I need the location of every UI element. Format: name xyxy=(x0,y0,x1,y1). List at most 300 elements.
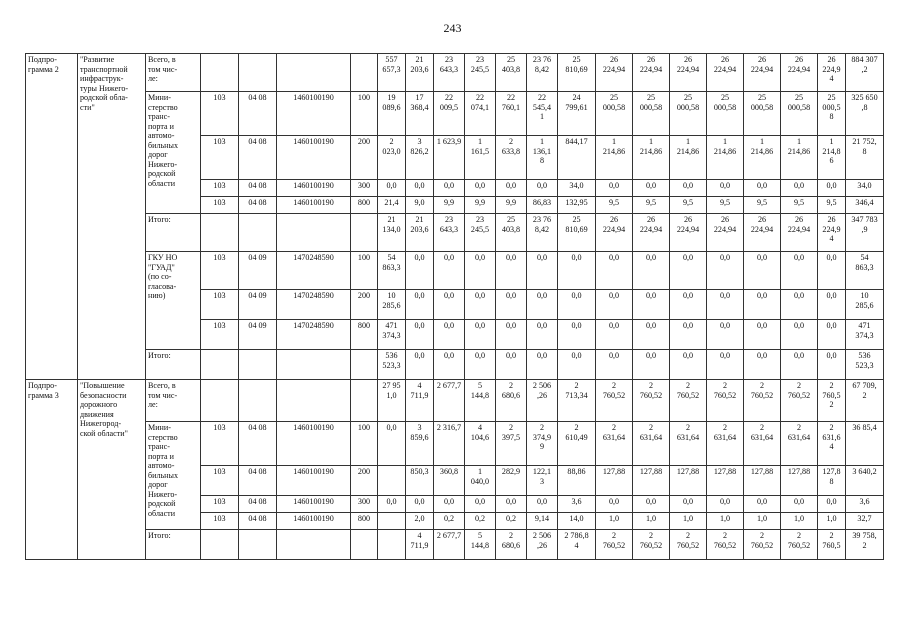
table-cell: 0,0 xyxy=(527,350,558,380)
table-cell: 0,0 xyxy=(633,320,670,350)
table-cell: 1460100190 xyxy=(277,92,351,136)
table-cell: 23 76 8,42 xyxy=(527,214,558,252)
table-cell: Подпро- грамма 3 xyxy=(26,380,78,560)
table-cell xyxy=(239,530,277,560)
table-cell: 557 657,3 xyxy=(378,54,406,92)
table-cell: 1 040,0 xyxy=(465,466,496,496)
table-cell: 25 000,5 8 xyxy=(818,92,846,136)
page-number: 243 xyxy=(443,21,462,35)
table-cell: 9,0 xyxy=(406,197,434,214)
table-cell: 884 307 ,2 xyxy=(846,54,884,92)
table-cell: 26 224,94 xyxy=(707,54,744,92)
table-cell: 0,0 xyxy=(781,496,818,513)
table-cell: 0,0 xyxy=(465,496,496,513)
table-cell xyxy=(277,350,351,380)
table-cell xyxy=(277,214,351,252)
table-cell: 347 783 ,9 xyxy=(846,214,884,252)
table-cell xyxy=(277,54,351,92)
table-cell: 1470248590 xyxy=(277,252,351,290)
table-cell: 26 224,9 4 xyxy=(818,54,846,92)
table-cell: 0,0 xyxy=(744,350,781,380)
table-cell: 26 224,94 xyxy=(670,54,707,92)
table-cell: Итого: xyxy=(146,530,201,560)
table-cell: 26 224,94 xyxy=(707,214,744,252)
table-cell: 0,0 xyxy=(818,180,846,197)
table-cell: 1470248590 xyxy=(277,290,351,320)
table-cell: 0,0 xyxy=(670,252,707,290)
table-cell: 9,9 xyxy=(496,197,527,214)
table-cell: 9,5 xyxy=(818,197,846,214)
table-cell: 04 08 xyxy=(239,422,277,466)
table-cell: 0,2 xyxy=(434,513,465,530)
table-cell: 471 374,3 xyxy=(846,320,884,350)
table-cell: 2 397,5 xyxy=(496,422,527,466)
table-cell: 0,0 xyxy=(406,350,434,380)
table-cell: 0,0 xyxy=(378,180,406,197)
table-cell: 04 08 xyxy=(239,92,277,136)
table-cell: 103 xyxy=(201,136,239,180)
table-cell: 23 76 8,42 xyxy=(527,54,558,92)
table-cell: 100 xyxy=(351,252,378,290)
table-cell: 9,5 xyxy=(670,197,707,214)
table-cell: 132,95 xyxy=(558,197,596,214)
table-cell: 103 xyxy=(201,513,239,530)
table-cell: 0,0 xyxy=(707,496,744,513)
table-cell: 0,0 xyxy=(707,252,744,290)
table-cell: 0,0 xyxy=(465,350,496,380)
table-cell: 26 224,94 xyxy=(744,54,781,92)
table-cell: 2 760,5 2 xyxy=(818,380,846,422)
table-cell: 1 214,86 xyxy=(633,136,670,180)
table-cell: 2,0 xyxy=(406,513,434,530)
table-cell: 2 786,8 4 xyxy=(558,530,596,560)
table-cell: 0,2 xyxy=(496,513,527,530)
table-cell: 2 023,0 xyxy=(378,136,406,180)
table-cell: 1,0 xyxy=(818,513,846,530)
table-cell: 200 xyxy=(351,466,378,496)
table-cell: 4 711,9 xyxy=(406,380,434,422)
table-cell: 2 760,52 xyxy=(707,380,744,422)
table-cell: Мини- стерство транс- порта и автомо- бильных дорог Нижего- родской области xyxy=(146,422,201,530)
table-cell: 1460100190 xyxy=(277,466,351,496)
table-cell: 25 810,69 xyxy=(558,54,596,92)
table-cell: 9,14 xyxy=(527,513,558,530)
table-cell: 0,0 xyxy=(818,350,846,380)
table-cell xyxy=(378,530,406,560)
table-cell: 0,0 xyxy=(670,180,707,197)
table-cell: 21,4 xyxy=(378,197,406,214)
table-cell xyxy=(351,214,378,252)
table-cell: Подпро- грамма 2 xyxy=(26,54,78,380)
table-cell: 9,5 xyxy=(596,197,633,214)
table-row xyxy=(26,380,884,422)
table-cell: 1,0 xyxy=(781,513,818,530)
table-cell: 800 xyxy=(351,320,378,350)
table-cell: 1,0 xyxy=(707,513,744,530)
table-cell: 04 09 xyxy=(239,252,277,290)
table-cell: 0,0 xyxy=(670,350,707,380)
table-cell: 3 826,2 xyxy=(406,136,434,180)
table-cell: 1460100190 xyxy=(277,496,351,513)
table-cell: 1 214,86 xyxy=(707,136,744,180)
table-cell: 1 161,5 xyxy=(465,136,496,180)
table-cell: "Повышение безопасности дорожного движения Нижегород- ской области" xyxy=(78,380,146,560)
table-row xyxy=(26,92,884,136)
table-cell: 3 640,2 xyxy=(846,466,884,496)
table-cell xyxy=(239,54,277,92)
table-cell: 26 224,94 xyxy=(633,214,670,252)
table-cell: 2 677,7 xyxy=(434,380,465,422)
table-cell: Итого: xyxy=(146,214,201,252)
table-cell xyxy=(201,380,239,422)
table-cell: 21 752, 8 xyxy=(846,136,884,180)
table-cell: 103 xyxy=(201,197,239,214)
table-cell: 25 000,58 xyxy=(670,92,707,136)
table-cell: 2 316,7 xyxy=(434,422,465,466)
table-cell: 536 523,3 xyxy=(378,350,406,380)
table-cell: 0,0 xyxy=(596,320,633,350)
table-row xyxy=(26,530,884,560)
table-cell: 25 000,58 xyxy=(633,92,670,136)
table-cell: 0,0 xyxy=(781,252,818,290)
table-cell: 4 711,9 xyxy=(406,530,434,560)
table-cell: 2 506 ,26 xyxy=(527,380,558,422)
table-cell: 0,0 xyxy=(496,252,527,290)
table-cell: 25 403,8 xyxy=(496,54,527,92)
table-cell: 32,7 xyxy=(846,513,884,530)
table-cell: 0,0 xyxy=(707,320,744,350)
table-cell: 1460100190 xyxy=(277,513,351,530)
table-cell: Итого: xyxy=(146,350,201,380)
table-row xyxy=(26,252,884,290)
table-cell: 24 799,61 xyxy=(558,92,596,136)
table-cell: 04 09 xyxy=(239,290,277,320)
table-cell: 5 144,8 xyxy=(465,380,496,422)
table-cell: 0,0 xyxy=(465,252,496,290)
table-cell: 26 224,94 xyxy=(670,214,707,252)
table-cell: 2 760,52 xyxy=(633,530,670,560)
table-cell: Всего, в том чис- ле: xyxy=(146,380,201,422)
table-cell: 04 09 xyxy=(239,320,277,350)
table-cell: 54 863,3 xyxy=(378,252,406,290)
table-cell: 0,0 xyxy=(406,320,434,350)
table-cell: 34,0 xyxy=(846,180,884,197)
table-cell: 1460100190 xyxy=(277,197,351,214)
table-cell: 26 224,94 xyxy=(781,54,818,92)
table-cell: 2 633,8 xyxy=(496,136,527,180)
table-cell xyxy=(277,380,351,422)
table-cell: "Развитие транспортной инфраструк- туры Нижего- родской обла- сти" xyxy=(78,54,146,380)
table-cell: 0,0 xyxy=(406,290,434,320)
table-cell: 26 224,94 xyxy=(596,214,633,252)
table-cell: 9,5 xyxy=(781,197,818,214)
table-cell: 800 xyxy=(351,513,378,530)
table-cell: 103 xyxy=(201,422,239,466)
table-cell: 850,3 xyxy=(406,466,434,496)
table-cell: 10 285,6 xyxy=(378,290,406,320)
table-cell: 0,0 xyxy=(378,496,406,513)
table-cell: 88,86 xyxy=(558,466,596,496)
table-cell xyxy=(239,350,277,380)
table-cell xyxy=(351,54,378,92)
table-row xyxy=(26,214,884,252)
table-cell: 9,5 xyxy=(633,197,670,214)
table-cell: 1460100190 xyxy=(277,136,351,180)
table-cell: 844,17 xyxy=(558,136,596,180)
table-cell: 0,0 xyxy=(496,180,527,197)
table-cell xyxy=(239,380,277,422)
table-cell: 0,0 xyxy=(527,290,558,320)
table-cell: 103 xyxy=(201,252,239,290)
table-cell: 0,0 xyxy=(596,290,633,320)
table-cell: 0,0 xyxy=(558,252,596,290)
table-cell: 0,0 xyxy=(378,422,406,466)
table-cell: 536 523,3 xyxy=(846,350,884,380)
table-cell: 0,0 xyxy=(707,180,744,197)
table-cell: 0,0 xyxy=(527,252,558,290)
table-cell: 0,0 xyxy=(781,320,818,350)
table-cell: 23 643,3 xyxy=(434,214,465,252)
table-cell: 360,8 xyxy=(434,466,465,496)
table-cell: 9,9 xyxy=(465,197,496,214)
table-cell: 2 760,52 xyxy=(670,530,707,560)
table-cell xyxy=(201,350,239,380)
table-row xyxy=(26,350,884,380)
table-cell: 0,0 xyxy=(781,180,818,197)
table-cell: 0,0 xyxy=(434,320,465,350)
table-cell: 2 680,6 xyxy=(496,530,527,560)
table-cell: 0,0 xyxy=(558,290,596,320)
table-cell: 86,83 xyxy=(527,197,558,214)
table-cell: 27 95 1,0 xyxy=(378,380,406,422)
table-cell: 0,0 xyxy=(434,180,465,197)
table-cell: 0,0 xyxy=(781,350,818,380)
table-cell xyxy=(201,54,239,92)
table-cell: 0,0 xyxy=(670,496,707,513)
table-cell: 0,0 xyxy=(496,350,527,380)
table-cell: 0,0 xyxy=(633,252,670,290)
table-cell: 4 104,6 xyxy=(465,422,496,466)
budget-table xyxy=(25,53,884,560)
table-cell: 1,0 xyxy=(670,513,707,530)
table-cell: 25 000,58 xyxy=(596,92,633,136)
table-cell: 127,88 xyxy=(781,466,818,496)
table-cell: 1470248590 xyxy=(277,320,351,350)
table-cell: 21 203,6 xyxy=(406,54,434,92)
table-cell: 0,0 xyxy=(406,180,434,197)
table-cell: 2 631,64 xyxy=(633,422,670,466)
table-cell: 23 643,3 xyxy=(434,54,465,92)
table-cell: 1 623,9 xyxy=(434,136,465,180)
table-cell: 282,9 xyxy=(496,466,527,496)
table-cell xyxy=(239,214,277,252)
table-cell xyxy=(351,530,378,560)
table-cell: 04 08 xyxy=(239,136,277,180)
table-cell: 2 506 ,26 xyxy=(527,530,558,560)
table-cell: 0,0 xyxy=(496,320,527,350)
table-cell: 0,0 xyxy=(670,320,707,350)
table-cell: 26 224,94 xyxy=(633,54,670,92)
table-cell: 0,0 xyxy=(818,320,846,350)
table-cell: 2 760,52 xyxy=(596,380,633,422)
table-cell: 0,0 xyxy=(496,496,527,513)
table-cell: 0,0 xyxy=(818,290,846,320)
table-cell: 200 xyxy=(351,290,378,320)
table-cell: 04 08 xyxy=(239,513,277,530)
table-cell xyxy=(378,466,406,496)
table-cell: 22 009,5 xyxy=(434,92,465,136)
table-cell: 0,0 xyxy=(670,290,707,320)
table-cell: 23 245,5 xyxy=(465,54,496,92)
table-body xyxy=(26,54,884,560)
table-cell xyxy=(201,530,239,560)
table-cell: 0,0 xyxy=(596,180,633,197)
table-cell: 127,8 8 xyxy=(818,466,846,496)
table-cell: 325 650 ,8 xyxy=(846,92,884,136)
table-cell: 1460100190 xyxy=(277,180,351,197)
table-cell: 2 631,6 4 xyxy=(818,422,846,466)
table-cell: 9,5 xyxy=(744,197,781,214)
table-cell: 100 xyxy=(351,92,378,136)
table-cell: 14,0 xyxy=(558,513,596,530)
table-cell: 21 134,0 xyxy=(378,214,406,252)
table-cell: 22 545,4 1 xyxy=(527,92,558,136)
table-cell: 1 214,86 xyxy=(670,136,707,180)
table-cell: 2 631,64 xyxy=(596,422,633,466)
table-cell: 1 214,86 xyxy=(781,136,818,180)
table-cell: 0,0 xyxy=(633,496,670,513)
table-cell: 0,0 xyxy=(406,252,434,290)
table-cell: 200 xyxy=(351,136,378,180)
table-cell xyxy=(351,350,378,380)
table-cell: 127,88 xyxy=(707,466,744,496)
table-cell: 0,0 xyxy=(818,496,846,513)
table-cell: 2 760,5 xyxy=(818,530,846,560)
table-cell: 0,0 xyxy=(633,180,670,197)
table-cell: 0,0 xyxy=(744,180,781,197)
table-cell: 2 760,52 xyxy=(633,380,670,422)
table-cell: 04 08 xyxy=(239,197,277,214)
table-cell: 34,0 xyxy=(558,180,596,197)
table-cell: 1,0 xyxy=(633,513,670,530)
table-cell xyxy=(201,214,239,252)
table-cell: 103 xyxy=(201,496,239,513)
table-cell: Мини- стерство транс- порта и автомо- бильных дорог Нижего- родской области xyxy=(146,92,201,214)
table-cell: 67 709, 2 xyxy=(846,380,884,422)
table-cell: 04 08 xyxy=(239,180,277,197)
table-cell: 0,0 xyxy=(633,350,670,380)
table-row xyxy=(26,422,884,466)
table-cell: 2 760,52 xyxy=(707,530,744,560)
table-cell: 0,0 xyxy=(818,252,846,290)
table-cell: 0,0 xyxy=(434,496,465,513)
table-cell: 19 089,6 xyxy=(378,92,406,136)
table-cell: 22 760,1 xyxy=(496,92,527,136)
table-cell: 39 758, 2 xyxy=(846,530,884,560)
table-cell: 25 000,58 xyxy=(707,92,744,136)
table-cell: 25 403,8 xyxy=(496,214,527,252)
table-cell: 300 xyxy=(351,496,378,513)
table-cell: 127,88 xyxy=(744,466,781,496)
table-cell: 0,0 xyxy=(527,320,558,350)
table-cell: 36 85,4 xyxy=(846,422,884,466)
table-cell: 23 245,5 xyxy=(465,214,496,252)
table-cell: 3,6 xyxy=(558,496,596,513)
table-cell: 2 760,52 xyxy=(596,530,633,560)
table-cell: 103 xyxy=(201,290,239,320)
table-cell: 2 610,49 xyxy=(558,422,596,466)
table-cell: 04 08 xyxy=(239,466,277,496)
table-cell: 3 859,6 xyxy=(406,422,434,466)
table-cell: 0,0 xyxy=(406,496,434,513)
table-cell: 2 713,34 xyxy=(558,380,596,422)
table-cell: 9,9 xyxy=(434,197,465,214)
table-cell xyxy=(277,530,351,560)
table-cell: 127,88 xyxy=(633,466,670,496)
table-cell: 100 xyxy=(351,422,378,466)
table-cell: 2 760,52 xyxy=(744,530,781,560)
table-cell: 103 xyxy=(201,92,239,136)
table-cell: Всего, в том чис- ле: xyxy=(146,54,201,92)
table-cell: 0,2 xyxy=(465,513,496,530)
table-cell: 1 214,86 xyxy=(744,136,781,180)
table-cell: 0,0 xyxy=(707,290,744,320)
table-cell: 0,0 xyxy=(744,252,781,290)
table-cell: 2 760,52 xyxy=(744,380,781,422)
table-cell: 26 224,94 xyxy=(596,54,633,92)
table-cell: 5 144,8 xyxy=(465,530,496,560)
table-cell: 0,0 xyxy=(744,320,781,350)
table-cell: 1 214,8 6 xyxy=(818,136,846,180)
table-cell: 0,0 xyxy=(596,252,633,290)
table-cell: 9,5 xyxy=(707,197,744,214)
table-cell: 300 xyxy=(351,180,378,197)
table-cell: 0,0 xyxy=(465,180,496,197)
table-cell: ГКУ НО "ГУАД" (по со- гласова- нию) xyxy=(146,252,201,350)
table-cell: 3,6 xyxy=(846,496,884,513)
table-cell: 0,0 xyxy=(596,496,633,513)
table-cell: 2 631,64 xyxy=(781,422,818,466)
table-cell: 1460100190 xyxy=(277,422,351,466)
table-cell: 21 203,6 xyxy=(406,214,434,252)
table-cell: 1,0 xyxy=(596,513,633,530)
table-cell: 103 xyxy=(201,466,239,496)
table-cell: 2 760,52 xyxy=(670,380,707,422)
table-cell: 0,0 xyxy=(465,320,496,350)
table-cell: 103 xyxy=(201,320,239,350)
table-cell: 04 08 xyxy=(239,496,277,513)
table-cell: 0,0 xyxy=(744,290,781,320)
table-cell: 22 074,1 xyxy=(465,92,496,136)
table-cell: 17 368,4 xyxy=(406,92,434,136)
table-cell: 1 214,86 xyxy=(596,136,633,180)
table-cell: 2 760,52 xyxy=(781,530,818,560)
table-cell: 122,1 3 xyxy=(527,466,558,496)
table-cell: 10 285,6 xyxy=(846,290,884,320)
table-cell: 0,0 xyxy=(434,290,465,320)
table-cell: 2 760,52 xyxy=(781,380,818,422)
table-cell: 2 677,7 xyxy=(434,530,465,560)
table-cell xyxy=(378,513,406,530)
table-cell: 25 000,58 xyxy=(781,92,818,136)
table-cell: 471 374,3 xyxy=(378,320,406,350)
table-cell: 0,0 xyxy=(434,350,465,380)
table-cell: 1 136,1 8 xyxy=(527,136,558,180)
table-cell: 103 xyxy=(201,180,239,197)
table-row xyxy=(26,54,884,92)
table-cell: 26 224,94 xyxy=(781,214,818,252)
table-cell xyxy=(351,380,378,422)
